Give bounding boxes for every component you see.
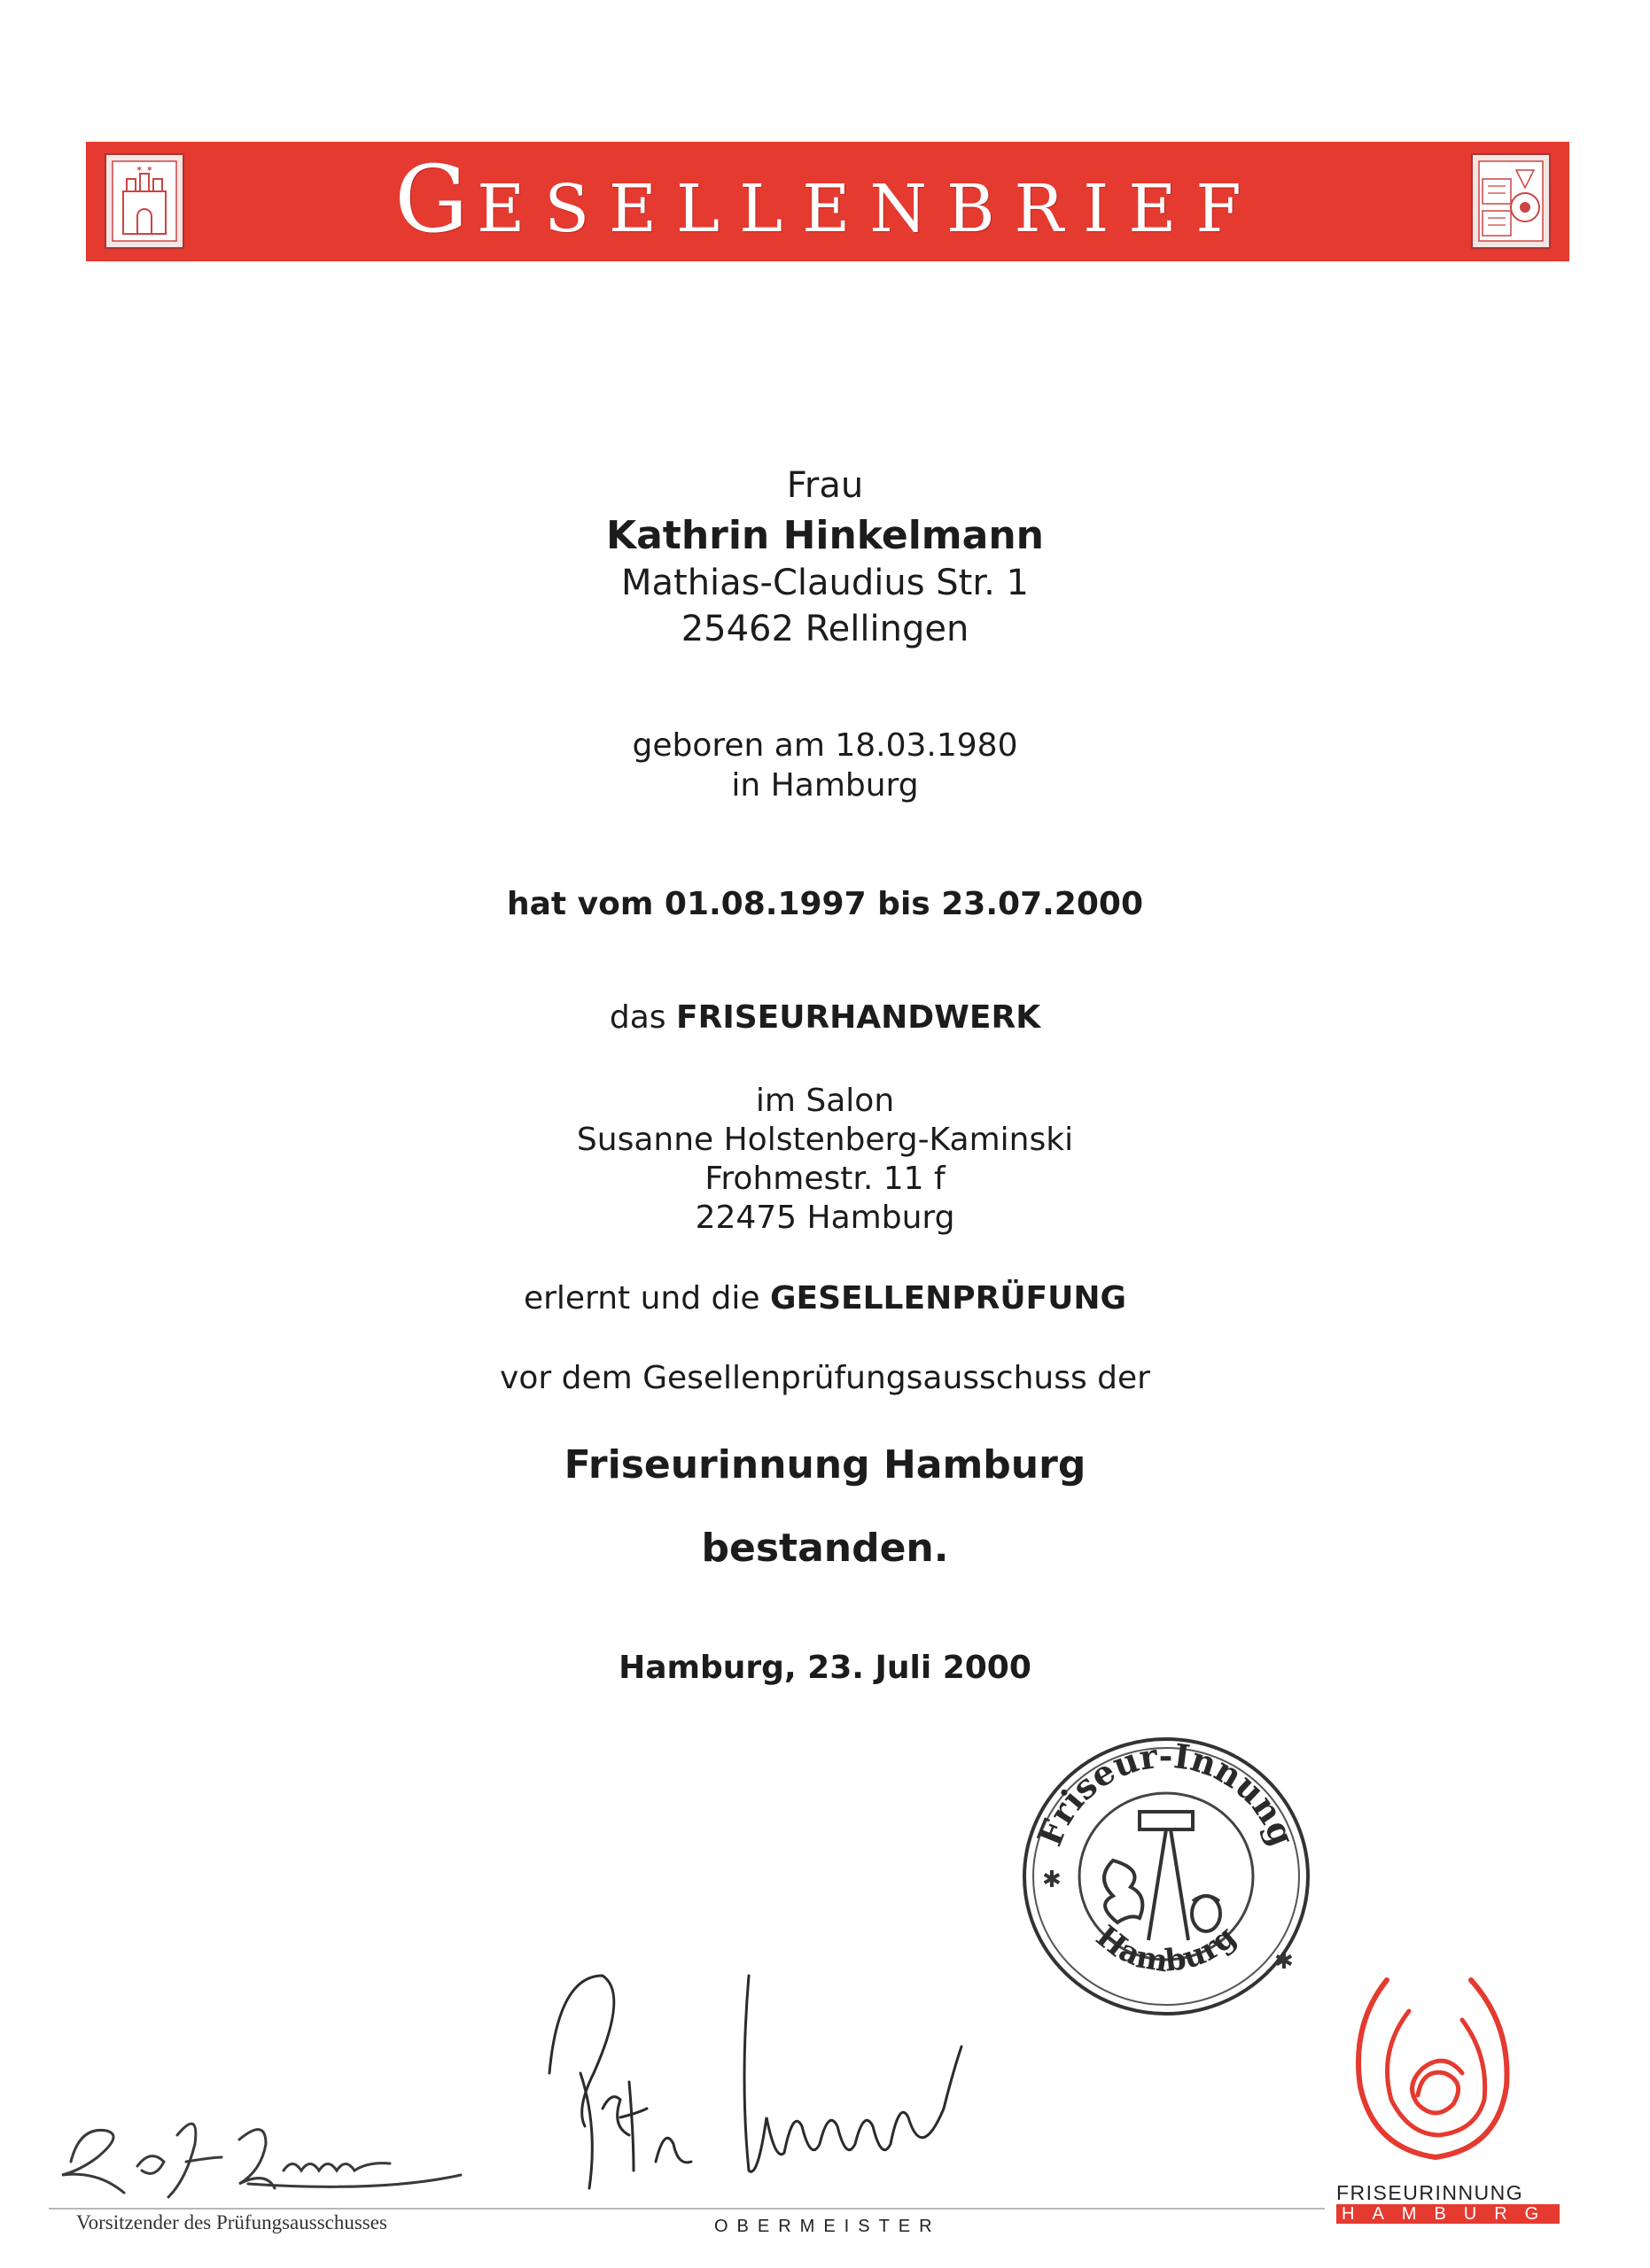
guild-seal-scissors-oak-icon (1104, 1812, 1220, 1940)
left-signature-caption: Vorsitzender des Prüfungsausschusses (76, 2211, 387, 2233)
birth-place: in Hamburg (731, 767, 919, 804)
exam-committee: vor dem Gesellenprüfungsausschuss der (500, 1360, 1150, 1396)
recipient-city: 25462 Rellingen (681, 609, 969, 649)
salutation: Frau (786, 465, 864, 506)
birth-date: geboren am 18.03.1980 (632, 727, 1018, 764)
svg-text:Friseur-Innung: Friseur-Innung (1029, 1735, 1304, 1852)
salon-name: Susanne Holstenberg-Kaminski (576, 1122, 1074, 1158)
signature-line (49, 2208, 1325, 2210)
recipient-street: Mathias-Claudius Str. 1 (621, 563, 1029, 603)
svg-text:Hamburg: Hamburg (1089, 1918, 1243, 1980)
exam-line (0, 1280, 1650, 1317)
place-date: Hamburg, 23. Juli 2000 (619, 1650, 1031, 1686)
logo-text-primary: FRISEURINNUNG (1336, 2181, 1524, 2204)
svg-text:Rolf Bremer: Rolf Bremer (53, 2100, 58, 2101)
exam-result: bestanden. (701, 1526, 949, 1571)
salon-street: Frohmestr. 11 f (704, 1161, 946, 1197)
exam-name: GESELLENPRÜFUNG (769, 1280, 1127, 1317)
trade-prefix: das (609, 999, 676, 1036)
signature-middle (532, 1958, 992, 2206)
svg-text:✱: ✱ (1042, 1867, 1062, 1893)
svg-text:Peter Lemm: Peter Lemm (532, 1958, 538, 1959)
svg-text:✱: ✱ (1274, 1948, 1294, 1975)
signature-left (53, 2100, 514, 2210)
training-period: hat vom 01.08.1997 bis 23.07.2000 (507, 886, 1143, 922)
svg-text:✶ ✶: ✶ ✶ (136, 165, 153, 175)
logo-text-secondary: HAMBURG (1336, 2204, 1560, 2224)
header-banner (86, 142, 1569, 261)
recipient-name: Kathrin Hinkelmann (606, 513, 1044, 558)
trade-name: FRISEURHANDWERK (676, 999, 1041, 1036)
flame-swirl-logo-icon (1334, 1962, 1520, 2193)
document-title: GESELLENBRIEF (394, 145, 1261, 253)
guild-seal (1016, 1728, 1317, 2024)
middle-signature-caption: OBERMEISTER (714, 2217, 941, 2236)
guild-crest-icon (1470, 152, 1552, 250)
trade-line (0, 999, 1650, 1036)
salon-intro: im Salon (755, 1083, 895, 1119)
salon-city: 22475 Hamburg (695, 1200, 955, 1236)
exam-prefix: erlernt und die (523, 1280, 770, 1317)
guild-name: Friseurinnung Hamburg (564, 1442, 1086, 1487)
